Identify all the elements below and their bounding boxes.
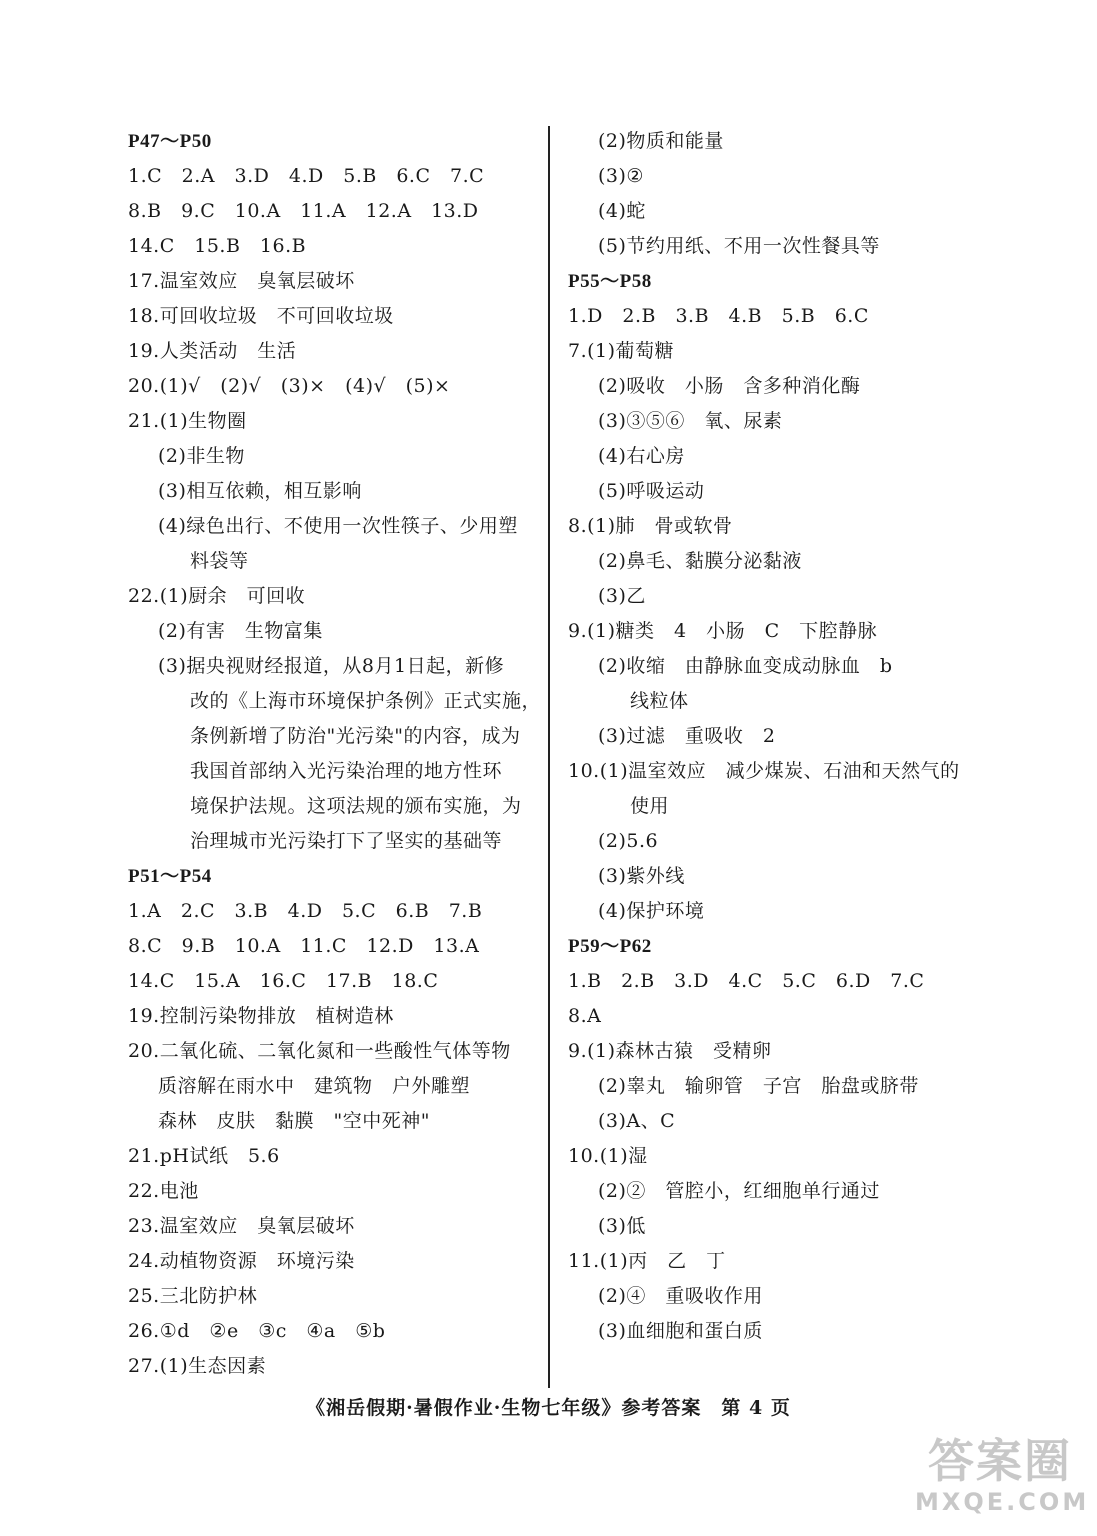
answer-line: 10.(1)湿	[568, 1145, 648, 1167]
answer-line: 20.(1)√ (2)√ (3)× (4)√ (5)×	[128, 375, 451, 397]
answer-line: (4)蛇	[598, 200, 646, 222]
watermark-top-text: 答案圈	[928, 1434, 1072, 1488]
answer-line: (3)③⑤⑥ 氧、尿素	[598, 410, 783, 432]
section-header: P47～P50	[128, 131, 212, 152]
answer-line: 境保护法规。这项法规的颁布实施，为	[190, 795, 522, 817]
watermark-logo	[915, 1434, 1090, 1524]
answer-line: 26.①d ②e ③c ④a ⑤b	[128, 1320, 386, 1342]
answer-line: 22.电池	[128, 1180, 199, 1202]
answer-line: 线粒体	[630, 690, 689, 712]
answer-line: 森林 皮肤 黏膜 "空中死神"	[158, 1110, 430, 1132]
answer-line: 27.(1)生态因素	[128, 1355, 267, 1377]
answer-line: 治理城市光污染打下了坚实的基础等	[190, 830, 503, 852]
answer-line: 18.可回收垃圾 不可回收垃圾	[128, 305, 394, 327]
section-header: P55～P58	[568, 271, 652, 292]
answer-line: 19.人类活动 生活	[128, 340, 297, 362]
answer-line: 8.A	[568, 1005, 602, 1027]
answer-line: 17.温室效应 臭氧层破坏	[128, 270, 355, 292]
answer-line: 1.A 2.C 3.B 4.D 5.C 6.B 7.B	[128, 900, 483, 922]
answer-line: (2)④ 重吸收作用	[598, 1285, 763, 1307]
answer-line: (4)绿色出行、不使用一次性筷子、少用塑	[158, 515, 518, 537]
answer-line: 条例新增了防治"光污染"的内容，成为	[190, 725, 521, 747]
answer-line: 9.(1)糖类 4 小肠 C 下腔静脉	[568, 620, 878, 642]
answer-line: (3)过滤 重吸收 2	[598, 725, 776, 747]
watermark-bottom-text: MXQE.COM	[915, 1488, 1090, 1516]
answer-line: (3)紫外线	[598, 865, 685, 887]
answer-line: (2)吸收 小肠 含多种消化酶	[598, 375, 861, 397]
answer-line: (3)相互依赖，相互影响	[158, 480, 362, 502]
answer-line: (3)乙	[598, 585, 646, 607]
answer-line: (3)低	[598, 1215, 646, 1237]
answer-line: (4)右心房	[598, 445, 685, 467]
answer-line: 9.(1)森林古猿 受精卵	[568, 1040, 772, 1062]
answer-line: 质溶解在雨水中 建筑物 户外雕塑	[158, 1075, 471, 1097]
right-answer-column	[568, 124, 998, 1349]
answer-line: 8.B 9.C 10.A 11.A 12.A 13.D	[128, 200, 479, 222]
answer-line: (2)睾丸 输卵管 子宫 胎盘或脐带	[598, 1075, 919, 1097]
answer-line: (5)呼吸运动	[598, 480, 705, 502]
answer-line: (4)保护环境	[598, 900, 705, 922]
answer-line: (2)物质和能量	[598, 130, 724, 152]
column-divider	[548, 126, 550, 1388]
answer-line: (2)有害 生物富集	[158, 620, 323, 642]
answer-line: (2)5.6	[598, 830, 659, 852]
section-header: P51～P54	[128, 866, 212, 887]
answer-line: 我国首部纳入光污染治理的地方性环	[190, 760, 503, 782]
answer-line: (3)A、C	[598, 1110, 676, 1132]
answer-line: 7.(1)葡萄糖	[568, 340, 675, 362]
answer-line: 25.三北防护林	[128, 1285, 258, 1307]
answer-line: 1.B 2.B 3.D 4.C 5.C 6.D 7.C	[568, 970, 925, 992]
section-header: P59～P62	[568, 936, 652, 957]
answer-line: 1.D 2.B 3.B 4.B 5.B 6.C	[568, 305, 869, 327]
answer-line: 22.(1)厨余 可回收	[128, 585, 306, 607]
answer-line: 21.pH试纸 5.6	[128, 1145, 280, 1167]
answer-line: (2)收缩 由静脉血变成动脉血 b	[598, 655, 893, 677]
answer-line: 改的《上海市环境保护条例》正式实施，	[190, 690, 542, 712]
answer-line: (2)鼻毛、黏膜分泌黏液	[598, 550, 802, 572]
answer-line: 料袋等	[190, 550, 249, 572]
answer-line: (3)血细胞和蛋白质	[598, 1320, 763, 1342]
page-footer: 《湘岳假期·暑假作业·生物七年级》参考答案 第 4 页	[306, 1397, 791, 1419]
answer-line: 1.C 2.A 3.D 4.D 5.B 6.C 7.C	[128, 165, 485, 187]
left-answer-column	[128, 124, 542, 1384]
answer-line: 使用	[630, 795, 670, 817]
answer-line: (2)② 管腔小，红细胞单行通过	[598, 1180, 880, 1202]
answer-line: 8.(1)肺 骨或软骨	[568, 515, 733, 537]
answer-line: 14.C 15.A 16.C 17.B 18.C	[128, 970, 439, 992]
answer-line: 24.动植物资源 环境污染	[128, 1250, 355, 1272]
answer-line: (3)据央视财经报道，从8月1日起，新修	[158, 655, 505, 677]
answer-line: 14.C 15.B 16.B	[128, 235, 307, 257]
answer-line: 10.(1)温室效应 减少煤炭、石油和天然气的	[568, 760, 960, 782]
answer-line: 23.温室效应 臭氧层破坏	[128, 1215, 355, 1237]
answer-line: (3)②	[598, 165, 644, 187]
answer-line: 19.控制污染物排放 植树造林	[128, 1005, 394, 1027]
answer-line: 20.二氧化硫、二氧化氮和一些酸性气体等物	[128, 1040, 511, 1062]
answer-line: 21.(1)生物圈	[128, 410, 247, 432]
answer-line: (2)非生物	[158, 445, 245, 467]
answer-line: 8.C 9.B 10.A 11.C 12.D 13.A	[128, 935, 480, 957]
answer-line: (5)节约用纸、不用一次性餐具等	[598, 235, 880, 257]
answer-line: 11.(1)丙 乙 丁	[568, 1250, 726, 1272]
